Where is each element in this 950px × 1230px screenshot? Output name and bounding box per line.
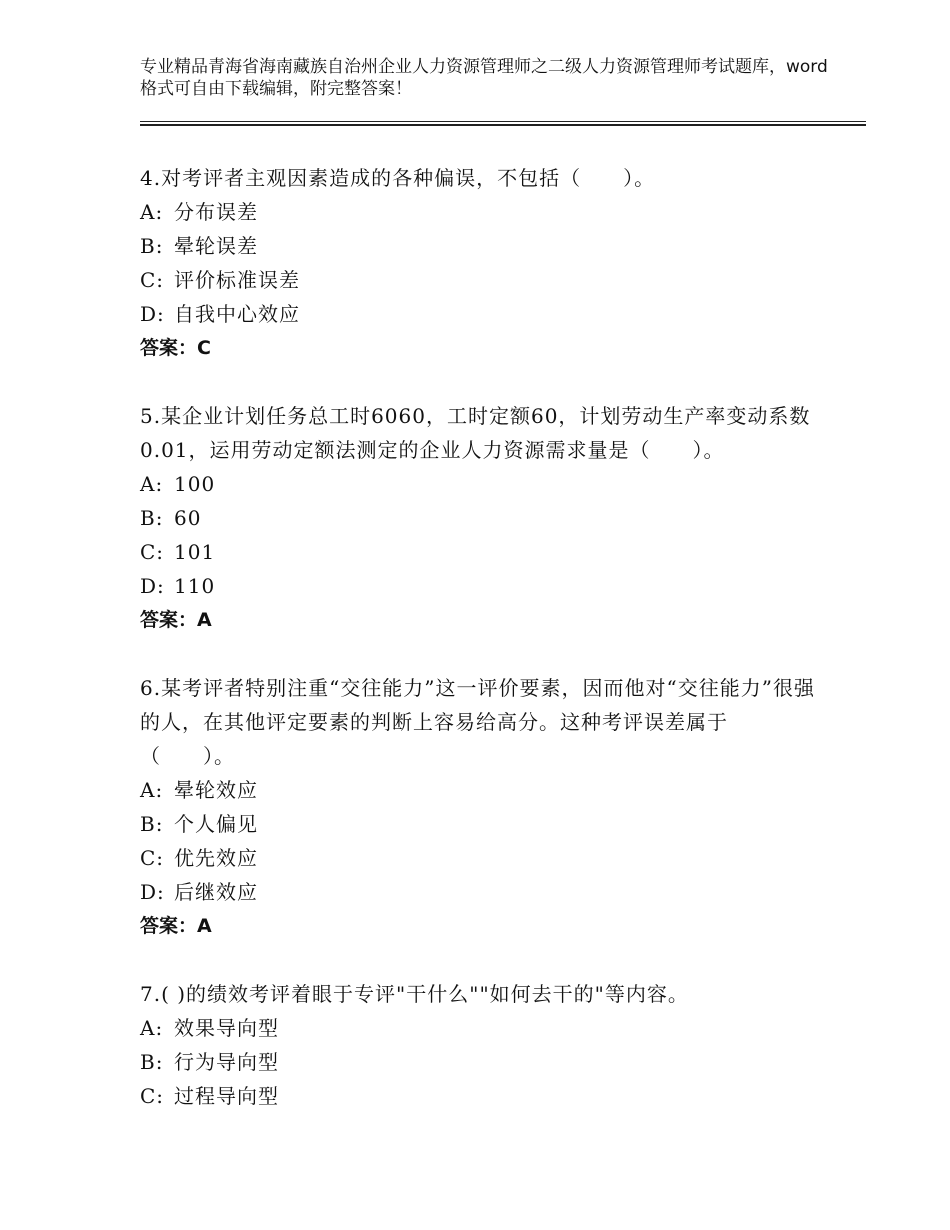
option-c	[140, 535, 820, 569]
option-text: 晕轮误差	[174, 234, 258, 258]
option-text: 自我中心效应	[174, 302, 300, 326]
question-4	[140, 161, 820, 365]
document-header: 专业精品青海省海南藏族自治州企业人力资源管理师之二级人力资源管理师考试题库，word格式可自由下载编辑，附完整答案！	[140, 57, 828, 99]
question-stem: 5.某企业计划任务总工时6060，工时定额60，计划劳动生产率变动系数0.01，运用劳动定额法测定的企业人力资源需求量是（ ）。	[140, 404, 811, 462]
option-letter: D:	[140, 574, 165, 598]
option-text: 个人偏见	[174, 812, 258, 836]
option-text: 晕轮效应	[174, 778, 258, 802]
option-letter: B:	[140, 506, 164, 530]
option-letter: B:	[140, 1050, 164, 1074]
option-text: 110	[174, 574, 216, 598]
option-d	[140, 875, 820, 909]
option-letter: B:	[140, 812, 164, 836]
option-letter: B:	[140, 234, 164, 258]
option-d	[140, 297, 820, 331]
option-a	[140, 467, 820, 501]
question-stem: 4.对考评者主观因素造成的各种偏误，不包括（ ）。	[140, 166, 656, 190]
option-letter: A:	[140, 472, 164, 496]
option-b	[140, 229, 820, 263]
question-list	[140, 161, 820, 1147]
option-letter: C:	[140, 540, 165, 564]
option-text: 101	[174, 540, 216, 564]
option-b	[140, 501, 820, 535]
option-letter: C:	[140, 1084, 165, 1108]
option-c	[140, 1079, 820, 1113]
question-6	[140, 671, 820, 943]
question-stem: 6.某考评者特别注重“交往能力”这一评价要素，因而他对“交往能力”很强的人，在其他评定要素的判断上容易给高分。这种考评误差属于（ ）。	[140, 676, 815, 768]
option-a	[140, 773, 820, 807]
header-divider	[140, 121, 866, 122]
option-letter: D:	[140, 302, 165, 326]
option-text: 分布误差	[174, 200, 258, 224]
question-5	[140, 399, 820, 637]
option-b	[140, 1045, 820, 1079]
option-text: 100	[174, 472, 216, 496]
option-c	[140, 263, 820, 297]
option-text: 过程导向型	[174, 1084, 279, 1108]
option-a	[140, 1011, 820, 1045]
option-letter: D:	[140, 880, 165, 904]
option-b	[140, 807, 820, 841]
option-text: 行为导向型	[174, 1050, 279, 1074]
option-c	[140, 841, 820, 875]
answer-label: 答案：C	[140, 337, 211, 359]
option-letter: A:	[140, 778, 164, 802]
option-letter: A:	[140, 200, 164, 224]
answer-label: 答案：A	[140, 609, 212, 631]
option-a	[140, 195, 820, 229]
option-text: 评价标准误差	[174, 268, 300, 292]
option-letter: C:	[140, 846, 165, 870]
question-stem: 7.( )的绩效考评着眼于专评"干什么""如何去干的"等内容。	[140, 982, 689, 1006]
option-text: 优先效应	[174, 846, 258, 870]
option-letter: C:	[140, 268, 165, 292]
answer-label: 答案：A	[140, 915, 212, 937]
option-text: 60	[174, 506, 202, 530]
option-d	[140, 569, 820, 603]
option-text: 效果导向型	[174, 1016, 279, 1040]
option-text: 后继效应	[174, 880, 258, 904]
header-divider-thick	[140, 124, 866, 126]
question-7	[140, 977, 820, 1113]
option-letter: A:	[140, 1016, 164, 1040]
